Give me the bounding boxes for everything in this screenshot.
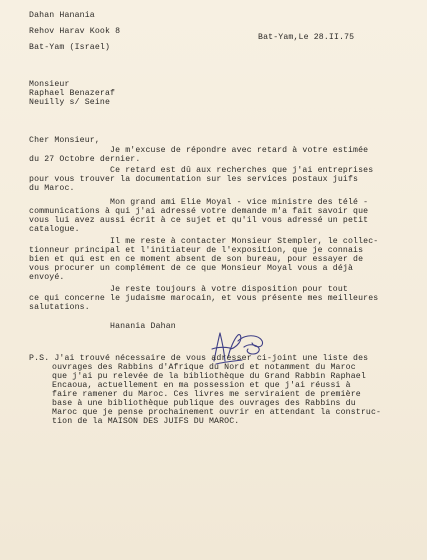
paragraph-line: communications à qui j'ai adressé votre demande m'a fait savoir que (29, 207, 369, 216)
sender-city: Bat-Yam (Israel) (29, 43, 111, 52)
paragraph-line: envoyé. (29, 273, 65, 282)
postscript-line: Maroc que je pense prochainement ouvrir en attendant la construc- (52, 408, 382, 417)
paragraph-line: du 27 Octobre dernier. (29, 155, 141, 164)
paragraph-line: Il me reste à contacter Monsieur Stempler, le collec- (110, 237, 379, 246)
paragraph-line: tionneur principal et l'initiateur de l'exposition, que je connais (29, 246, 364, 255)
paragraph-line: du Maroc. (29, 184, 75, 193)
paragraph-line: Je reste toujours à votre disposition pour tout (110, 285, 348, 294)
sender-name: Dahan Hanania (29, 11, 95, 20)
recipient-name: Raphael Benazeraf (29, 89, 116, 98)
postscript-line: Encaoua, actuellement en ma possession et que j'ai réussi à (52, 381, 351, 390)
postscript-line: P.S. J'ai trouvé nécessaire de vous adresser ci-joint une liste des (29, 354, 369, 363)
postscript-line: tion de la MAISON DES JUIFS DU MAROC. (52, 417, 240, 426)
salutation: Cher Monsieur, (29, 136, 100, 145)
recipient-city: Neuilly s/ Seine (29, 98, 111, 107)
paragraph-line: Mon grand ami Elie Moyal - vice ministre des télé - (110, 198, 369, 207)
postscript-line: que j'ai pu relevée de la bibliothèque du Grand Rabbin Raphael (52, 372, 366, 381)
paragraph-line: vous lui avez aussi écrit à ce sujet et qu'il vous adressé un petit (29, 216, 369, 225)
paragraph-line: salutations. (29, 303, 90, 312)
paragraph-line: vous procurer un complément de ce que Monsieur Moyal vous a déjà (29, 264, 354, 273)
postscript-line: ouvrages des Rabbins d'Afrique du Nord et notamment du Maroc (52, 363, 356, 372)
paragraph-line: catalogue. (29, 225, 80, 234)
paragraph-line: pour vous trouver la documentation sur les services postaux juifs (29, 175, 359, 184)
closing-name: Hanania Dahan (110, 322, 176, 331)
postscript-line: faire ramener du Maroc. Ces livres me serviraient de première (52, 390, 361, 399)
paragraph-line: bien et qui est en ce moment absent de son bureau, pour essayer de (29, 255, 364, 264)
paragraph-line: Je m'excuse de répondre avec retard à votre estimée (110, 146, 369, 155)
paragraph-line: ce qui concerne le judaisme marocain, et vous présente mes meilleures (29, 294, 379, 303)
postscript-line: base à une bibliothèque publique des ouvrages des Rabbins du (52, 399, 356, 408)
sender-street: Rehov Harav Kook 8 (29, 27, 121, 36)
paragraph-line: Ce retard est dû aux recherches que j'ai entreprises (110, 166, 374, 175)
place-date: Bat-Yam,Le 28.II.75 (258, 33, 355, 42)
recipient-title: Monsieur (29, 80, 70, 89)
